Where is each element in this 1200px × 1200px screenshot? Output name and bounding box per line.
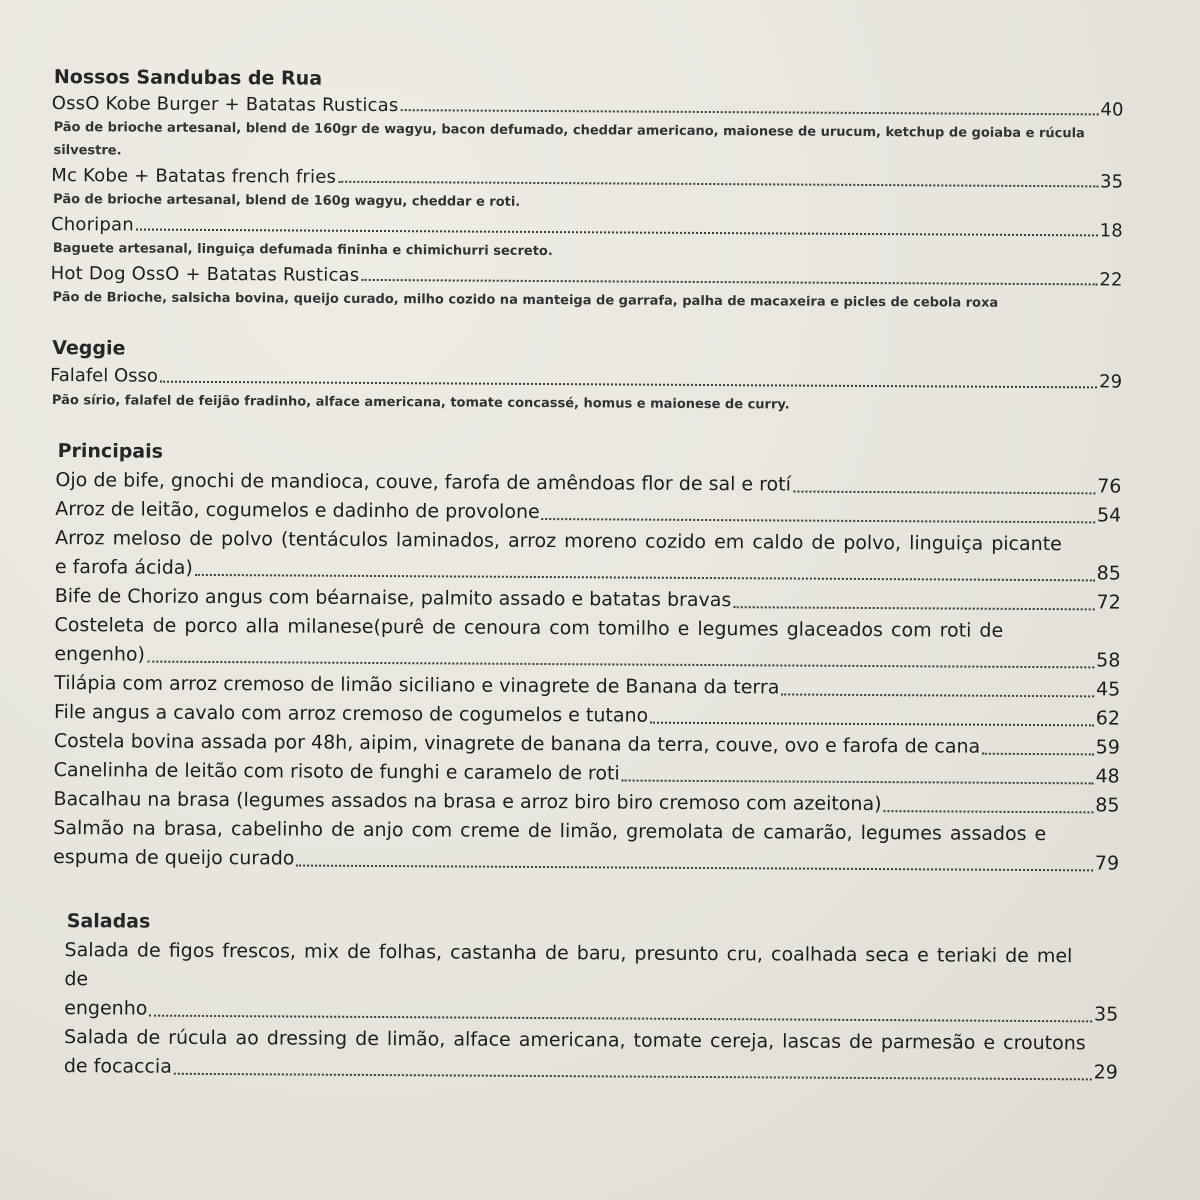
item-price: 59 (1095, 736, 1120, 759)
menu-item (53, 814, 1119, 879)
menu-item (51, 262, 1123, 316)
dot-leader (400, 108, 1098, 115)
item-price: 40 (1100, 99, 1124, 121)
dot-leader (296, 864, 1092, 872)
dot-leader (622, 778, 1094, 784)
dot-leader (793, 490, 1095, 495)
item-price: 85 (1095, 794, 1120, 817)
item-name: OssO Kobe Burger + Batatas Rusticas (51, 92, 399, 117)
item-price: 58 (1096, 649, 1121, 672)
item-name: de focaccia (63, 1055, 172, 1078)
item-price: 45 (1095, 678, 1121, 701)
dot-leader (149, 1014, 1092, 1023)
menu-item (50, 363, 1122, 419)
item-price: 18 (1099, 220, 1124, 242)
section-title: Principais (57, 440, 164, 463)
item-price: 54 (1097, 504, 1122, 527)
menu-item (64, 936, 1119, 1029)
item-description: Pão de brioche artesanal, blend de 160g wagyu, cheddar e roti. (53, 192, 521, 210)
item-name-lead-2: de (64, 968, 89, 991)
item-name-lead: Salada de rúcula ao dressing de limão, alface americana, tomate cereja, lascas de parmesão e croutons (63, 1026, 1086, 1055)
section-title: Nossos Sandubas de Rua (53, 66, 323, 90)
item-price: 35 (1099, 171, 1124, 193)
dot-leader (338, 180, 1098, 188)
menu-page (46, 64, 1124, 1088)
item-name-lead: Salada de figos frescos, mix de folhas, castanha de baru, presunto cru, coalhada seca e teriaki de mel (64, 939, 1073, 968)
item-name: Canelinha de leitão com risoto de funghi e caramelo de roti (53, 759, 620, 785)
section-title: Veggie (52, 337, 126, 360)
menu-item (51, 164, 1123, 218)
item-name-lead: Costeleta de porco alla milanese(purê de cenoura com tomilho e legumes glaceados com roti de (54, 614, 1004, 642)
section-veggie (50, 335, 1122, 419)
item-price: 62 (1095, 707, 1121, 730)
item-description: Baguete artesanal, linguiça defumada fininha e chimichurri secreto. (52, 241, 553, 260)
menu-item (54, 611, 1120, 676)
menu-item (55, 524, 1121, 589)
item-description: Pão sírio, falafel de feijão fradinho, alface americana, tomate concassé, homus e maionese de curry. (51, 393, 790, 413)
dot-leader (174, 1072, 1092, 1081)
dot-leader (147, 660, 1094, 669)
item-name: Tilápia com arroz cremoso de limão siciliano e vinagrete de Banana da terra (54, 672, 780, 699)
dot-leader (884, 809, 1094, 813)
dot-leader (542, 517, 1095, 523)
item-name: Ojo de bife, gnochi de mandioca, couve, farofa de amêndoas flor de sal e rotí (55, 469, 792, 496)
item-name: e farofa ácida) (54, 556, 193, 579)
item-price: 79 (1094, 852, 1120, 875)
dot-leader (781, 692, 1094, 697)
dot-leader (982, 752, 1093, 756)
item-price: 29 (1099, 371, 1123, 393)
item-price: 29 (1093, 1061, 1118, 1084)
section-title: Saladas (66, 910, 151, 933)
dot-leader (195, 573, 1095, 581)
menu-item (51, 213, 1123, 267)
item-name: engenho) (54, 643, 146, 666)
item-name: Arroz de leitão, cogumelos e dadinho de provolone (55, 498, 540, 523)
item-name-lead: Arroz meloso de polvo (tentáculos laminados, arroz moreno cozido em caldo de polvo, linguiça picante (55, 527, 1062, 556)
item-name-lead: Salmão na brasa, cabelinho de anjo com creme de limão, gremolata de camarão, legumes assados e (53, 817, 1047, 846)
item-price: 35 (1093, 1003, 1119, 1026)
item-name: Costela bovina assada por 48h, aipim, vinagrete de banana da terra, couve, ovo e farofa de cana (53, 730, 981, 758)
item-description: Pão de Brioche, salsicha bovina, queijo curado, milho cozido na manteiga de garrafa, palha de macaxeira e picles de cebola roxa (52, 290, 999, 311)
dot-leader (160, 380, 1097, 389)
item-price: 22 (1099, 269, 1123, 291)
dot-leader (361, 278, 1097, 285)
menu-item (51, 92, 1123, 169)
menu-item (64, 1023, 1118, 1087)
item-price: 48 (1095, 765, 1120, 788)
item-price: 72 (1096, 591, 1121, 614)
section-saladas (64, 908, 1119, 1087)
item-price: 76 (1097, 475, 1122, 498)
item-name: File angus a cavalo com arroz cremoso de cogumelos e tutano (53, 701, 649, 727)
item-name: Bacalhau na brasa (legumes assados na brasa e arroz biro biro cremoso com azeitona) (53, 788, 882, 816)
section-principais (53, 438, 1122, 879)
item-name: Mc Kobe + Batatas french fries (51, 164, 337, 188)
item-name: Hot Dog OssO + Batatas Rusticas (50, 262, 360, 286)
dot-leader (136, 228, 1098, 237)
item-name: espuma de queijo curado (53, 846, 295, 870)
item-name: Choripan (50, 213, 134, 236)
dot-leader (733, 605, 1094, 610)
section-sandubas (51, 64, 1124, 316)
item-price: 85 (1096, 562, 1121, 585)
item-description: Pão de brioche artesanal, blend de 160gr de wagyu, bacon defumado, cheddar americano, maionese de urucum, ketchup de goiaba e rúcula silvestre. (53, 120, 1085, 159)
dot-leader (650, 721, 1094, 727)
item-name: Falafel Osso (50, 364, 159, 387)
item-name: Bife de Chorizo angus com béarnaise, palmito assado e batatas bravas (54, 585, 732, 612)
item-name: engenho (64, 997, 148, 1020)
